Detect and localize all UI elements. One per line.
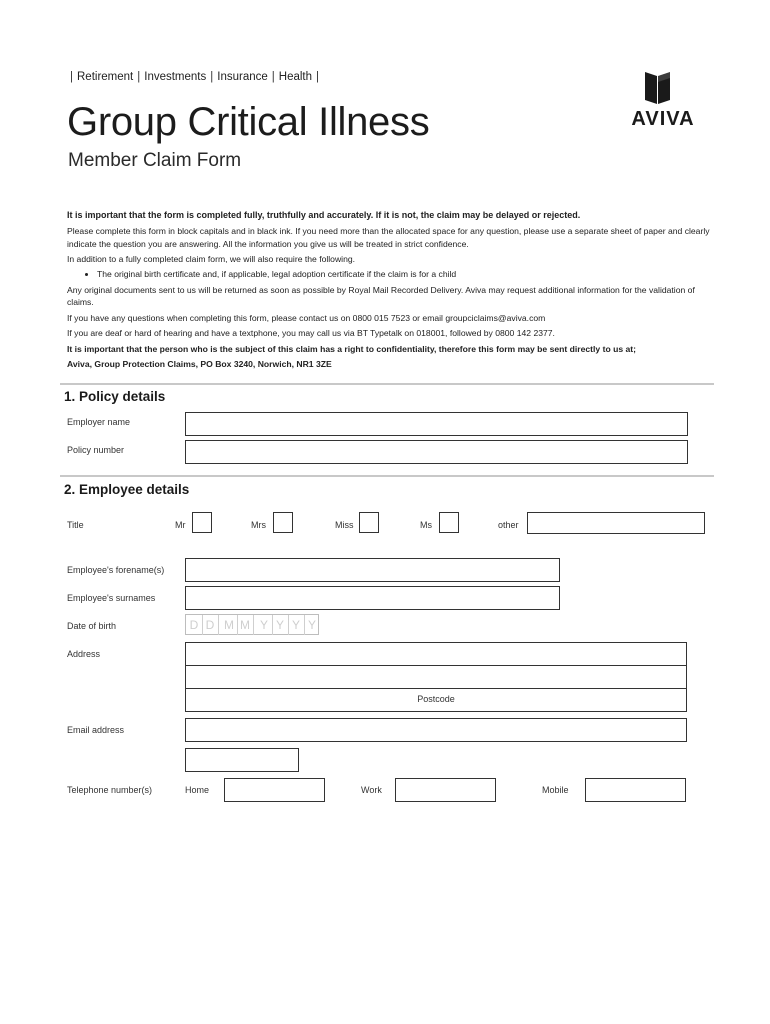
section-divider	[60, 383, 714, 385]
page-subtitle: Member Claim Form	[68, 150, 242, 171]
title-mrs-label: Mrs	[251, 520, 266, 530]
address-line-1-field[interactable]	[185, 642, 687, 666]
dob-cell: M	[221, 615, 238, 635]
telephone-label: Telephone number(s)	[67, 785, 153, 795]
title-ms-label: Ms	[420, 520, 432, 530]
forename-label: Employee's forename(s)	[67, 565, 165, 575]
section-employee-heading: 2. Employee details	[64, 482, 190, 497]
page-title: Group Critical Illness	[67, 100, 430, 144]
aviva-logo	[618, 70, 708, 134]
forename-field[interactable]	[185, 558, 560, 582]
title-ms-checkbox[interactable]	[439, 512, 459, 533]
title-mr-label: Mr	[175, 520, 186, 530]
employer-name-label: Employer name	[67, 417, 131, 427]
dob-field[interactable]	[185, 614, 319, 635]
nav-investments[interactable]: Investments	[144, 71, 207, 83]
requirement-item: • The original birth certificate and, if applicable, legal adoption certificate if the claim is for a child	[97, 268, 717, 280]
intro-warning: It is important that the form is completed fully, truthfully and accurately. If it is not, the claim may be delayed or rejected.	[67, 210, 581, 220]
mobile-phone-field[interactable]	[585, 778, 686, 802]
intro-contact: If you have any questions when completing this form, please contact us on 0800 015 7523 or email groupciclaims@aviva.com	[67, 312, 546, 323]
email-extra-field[interactable]	[185, 748, 299, 772]
intro-text	[67, 209, 717, 374]
intro-textphone: If you are deaf or hard of hearing and have a textphone, you may call us via BT Typetalk on 018001, followed by 0800 142 2377.	[67, 328, 555, 339]
home-phone-label: Home	[185, 785, 210, 795]
section-policy-heading: 1. Policy details	[64, 389, 166, 404]
dob-cell: Y	[307, 618, 316, 632]
title-other-field[interactable]	[527, 512, 705, 534]
postcode-label: Postcode	[417, 694, 455, 704]
postcode-field[interactable]	[185, 688, 687, 712]
dob-cell: Y	[272, 615, 289, 635]
address-line-2-field[interactable]	[185, 665, 687, 689]
logo-text: AVIVA	[631, 108, 695, 130]
intro-requirements: In addition to a fully completed claim form, we will also require the following.	[67, 253, 356, 264]
title-miss-checkbox[interactable]	[359, 512, 379, 533]
product-nav: | Retirement | Investments | Insurance | Health |	[70, 71, 320, 83]
policy-number-field[interactable]	[185, 440, 688, 464]
title-miss-label: Miss	[335, 520, 354, 530]
dob-cell: Y	[288, 615, 305, 635]
employer-name-field[interactable]	[185, 412, 688, 436]
surname-field[interactable]	[185, 586, 560, 610]
email-label: Email address	[67, 725, 125, 735]
intro-confidentiality: It is important that the person who is the subject of this claim has a right to confidentiality, therefore this form may be sent directly to us at;	[67, 343, 637, 354]
nav-health[interactable]: Health	[278, 71, 313, 83]
aviva-logo-icon	[618, 70, 708, 110]
dob-cell: D	[202, 615, 219, 635]
address-label: Address	[67, 649, 101, 659]
work-phone-label: Work	[361, 785, 382, 795]
home-phone-field[interactable]	[224, 778, 325, 802]
section-divider	[60, 475, 714, 477]
intro-address: Aviva, Group Protection Claims, PO Box 3240, Norwich, NR1 3ZE	[67, 359, 332, 370]
requirements-list	[67, 268, 717, 280]
title-mr-checkbox[interactable]	[192, 512, 212, 533]
mobile-phone-label: Mobile	[542, 785, 569, 795]
intro-documents: Any original documents sent to us will be returned as soon as possible by Royal Mail Recorded Delivery. Aviva may request additional information for the validation of claims.	[67, 284, 695, 308]
intro-instructions: Please complete this form in block capitals and in black ink. If you need more than the allocated space for any question, please use a separate sheet of paper and clearly indicate the question you are answering. All the information you give us will be treated in strict confidence.	[67, 226, 710, 249]
title-label: Title	[67, 520, 84, 530]
title-mrs-checkbox[interactable]	[273, 512, 293, 533]
title-other-label: other	[498, 520, 519, 530]
nav-retirement[interactable]: Retirement	[77, 71, 134, 83]
dob-cell: D	[186, 615, 203, 635]
dob-cell: Y	[256, 615, 273, 635]
surname-label: Employee's surnames	[67, 593, 156, 603]
email-field[interactable]	[185, 718, 687, 742]
nav-insurance[interactable]: Insurance	[217, 71, 268, 83]
work-phone-field[interactable]	[395, 778, 496, 802]
policy-number-label: Policy number	[67, 445, 125, 455]
dob-cell: M	[237, 615, 254, 635]
dob-label: Date of birth	[67, 621, 117, 631]
